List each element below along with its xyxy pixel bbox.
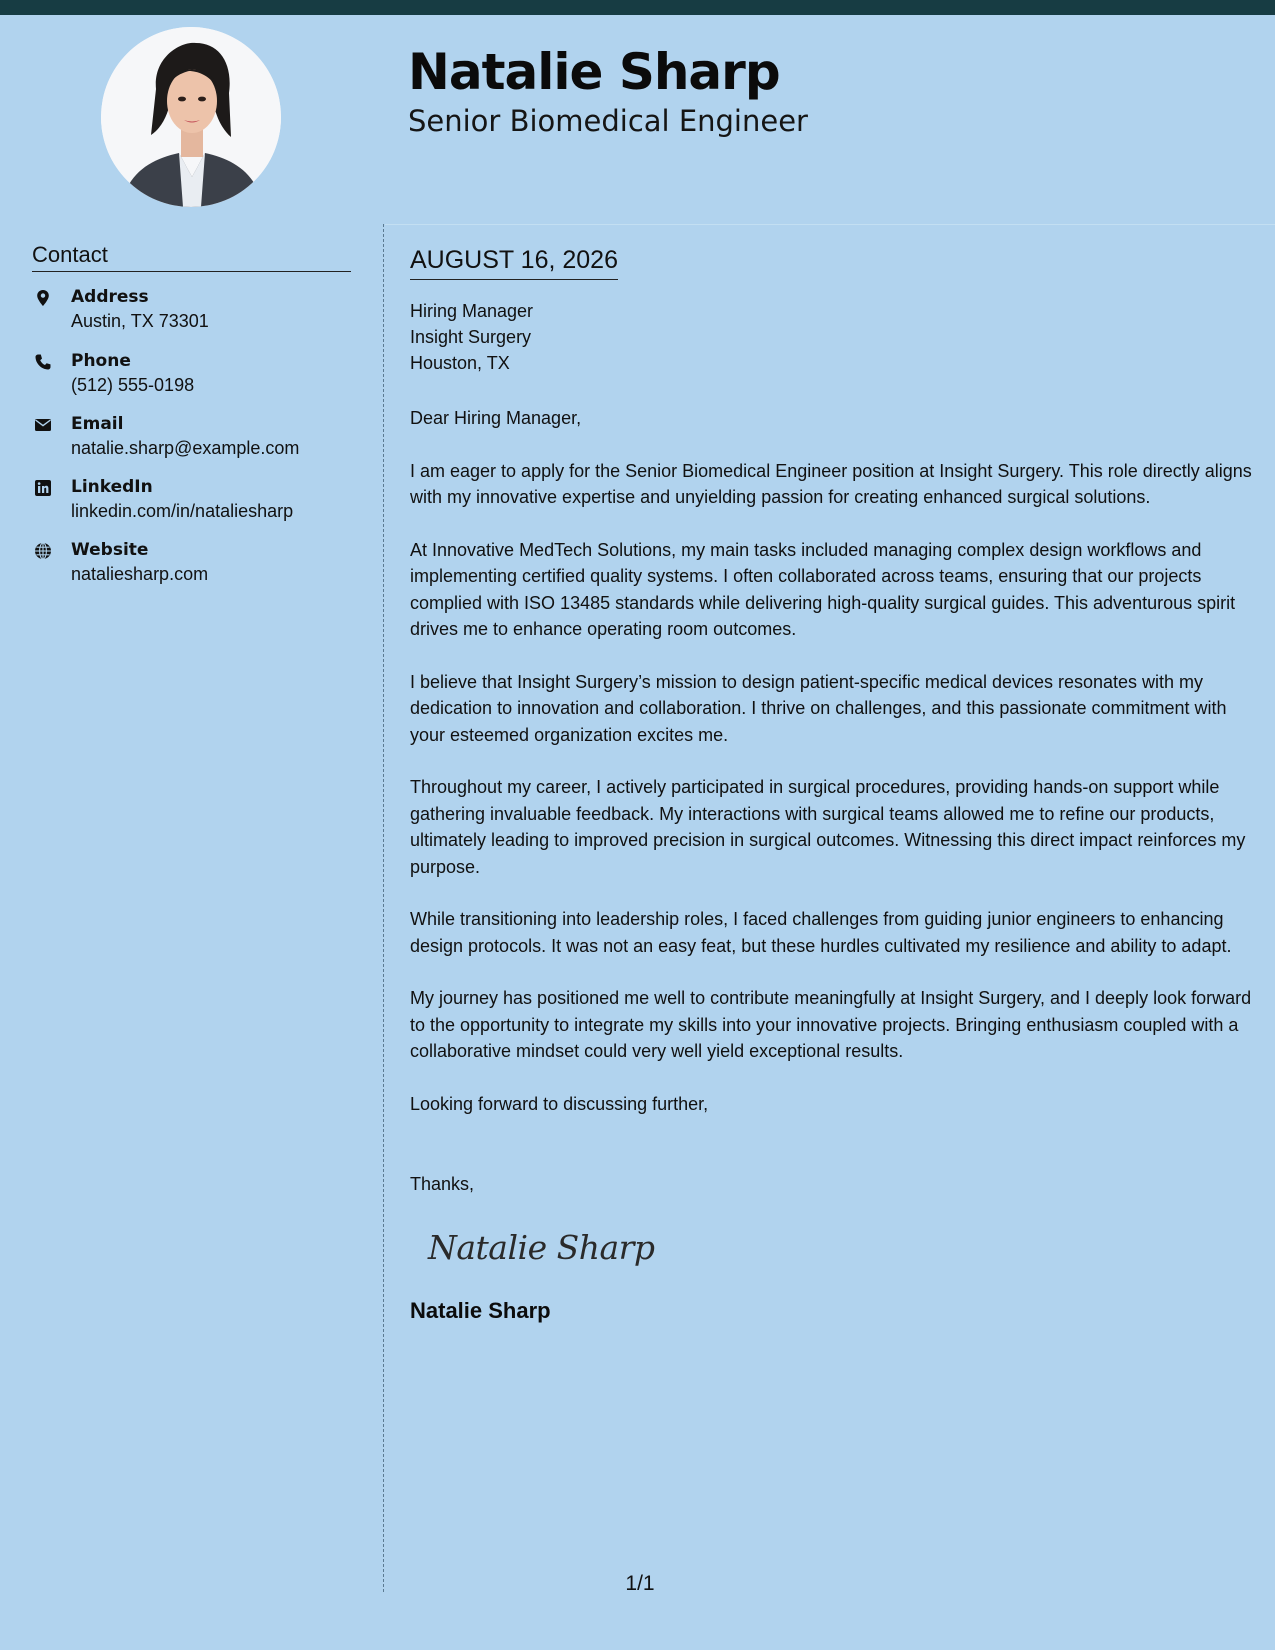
contact-label: Website: [71, 540, 149, 560]
candidate-name: Natalie Sharp: [408, 43, 780, 101]
letter-paragraph: At Innovative MedTech Solutions, my main tasks included managing complex design workflows and implementing certified quality systems. I often collaborated across teams, ensuring that our projects complied with ISO 13485 standards while delivering high-quality surgical guides. This adventurous spirit drives me to enhance operating room outcomes.: [410, 539, 1236, 639]
phone-icon: [34, 353, 52, 371]
letter-date: AUGUST 16, 2026: [410, 243, 618, 280]
contact-value: linkedin.com/in/nataliesharp: [71, 501, 294, 521]
letter-body: [410, 243, 1260, 1326]
recipient-line: Houston, TX: [410, 353, 510, 373]
handwritten-signature: Natalie Sharp: [428, 1227, 655, 1267]
letter-paragraph: I am eager to apply for the Senior Biomedical Engineer position at Insight Surgery. This role directly aligns with my innovative expertise and unyielding passion for creating enhanced surgical solutions.: [410, 460, 1252, 507]
letter-paragraph: While transitioning into leadership roles, I faced challenges from guiding junior engineers to enhancing design protocols. It was not an easy feat, but these hurdles cultivated my resilience and ability to adapt.: [410, 909, 1232, 956]
letter-paragraph: Throughout my career, I actively participated in surgical procedures, providing hands-on support while gathering invaluable feedback. My interactions with surgical teams allowed me to refine our products, ultimately leading to improved precision in surgical outcomes. Witnessing this direct impact reinforces my purpose.: [410, 777, 1246, 877]
contact-value: natalie.sharp@example.com: [71, 438, 300, 458]
top-accent-bar: [0, 0, 1275, 15]
page-number: 1/1: [625, 1572, 655, 1595]
thanks-line: Thanks,: [410, 1174, 475, 1194]
map-pin-icon: [34, 289, 52, 307]
contact-label: Phone: [71, 351, 131, 371]
signer-name: Natalie Sharp: [410, 1297, 551, 1323]
profile-photo: [101, 27, 281, 207]
contact-label: LinkedIn: [71, 477, 153, 497]
salutation: Dear Hiring Manager,: [410, 408, 582, 428]
contact-label: Address: [71, 287, 149, 307]
recipient-line: Insight Surgery: [410, 327, 532, 347]
recipient-line: Hiring Manager: [410, 301, 534, 321]
profile-photo-illustration: [101, 27, 281, 207]
contact-heading: Contact: [32, 241, 351, 272]
recipient-block: [410, 298, 1260, 376]
contact-value: Austin, TX 73301: [71, 311, 209, 331]
globe-icon: [34, 542, 52, 560]
envelope-icon: [34, 416, 52, 434]
header-divider: [385, 224, 1275, 225]
linkedin-icon: [34, 479, 52, 497]
letter-paragraph: My journey has positioned me well to contribute meaningfully at Insight Surgery, and I deeply look forward to the opportunity to integrate my skills into your innovative projects. Bringing enthusiasm coupled with a collaborative mindset could very well yield exceptional results.: [410, 988, 1252, 1061]
candidate-title: Senior Biomedical Engineer: [408, 104, 808, 138]
contact-value: (512) 555-0198: [71, 375, 195, 395]
column-divider: [383, 224, 384, 1592]
contact-value: nataliesharp.com: [71, 564, 209, 584]
letter-paragraph: I believe that Insight Surgery’s mission to design patient-specific medical devices resonates with my dedication to innovation and collaboration. I thrive on challenges, and this passionate commitment with your esteemed organization excites me.: [410, 671, 1227, 745]
closing-line: Looking forward to discussing further,: [410, 1093, 709, 1114]
contact-label: Email: [71, 414, 124, 434]
